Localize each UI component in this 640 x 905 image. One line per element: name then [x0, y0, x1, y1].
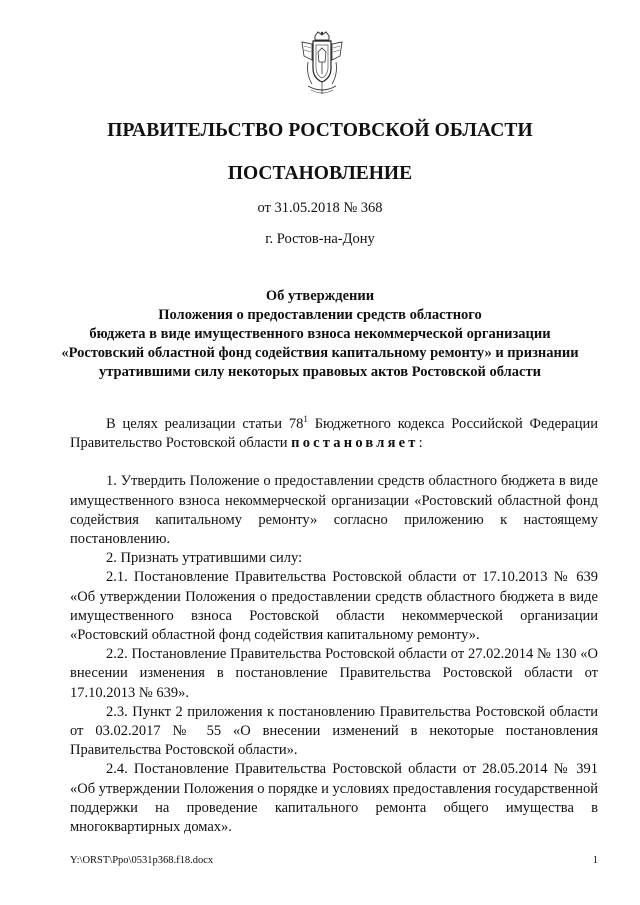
superscript: 1: [303, 414, 308, 424]
document-type: ПОСТАНОВЛЕНИЕ: [227, 163, 413, 184]
paragraph-1: 1. Утвердить Положение о предоставлении средств областного бюджета в виде имущественного взноса некоммерческой организации «Ростовский областной фонд содействия капитальному ремонту» согласно приложению к настоящему постановлению.: [70, 473, 598, 548]
title-line: Положения о предоставлении средств областного: [158, 307, 482, 323]
title-line: бюджета в виде имущественного взноса некоммерческой организации: [89, 326, 551, 342]
title-line: утратившими силу некоторых правовых актов Ростовской области: [99, 364, 541, 380]
document-body: [70, 415, 598, 837]
title-line: Об утверждении: [265, 288, 375, 304]
date-and-number: от 31.05.2018 № 368: [257, 200, 383, 216]
paragraph-2-3: 2.3. Пункт 2 приложения к постановлению Правительства Ростовской области от 03.02.2017 № 55 «О внесении изменений в некоторые постановления Правительства Ростовской области».: [70, 703, 598, 759]
document-title: [60, 287, 580, 382]
page-number: 1: [592, 855, 598, 866]
resolves-word: постановляет: [291, 435, 419, 452]
preamble: [70, 415, 598, 453]
preamble-end: :: [418, 435, 423, 452]
government-name: ПРАВИТЕЛЬСТВО РОСТОВСКОЙ ОБЛАСТИ: [107, 120, 533, 141]
paragraph-2-2: 2.2. Постановление Правительства Ростовской области от 27.02.2014 № 130 «О внесении изменения в постановление Правительства Ростовской области от 17.10.2013 № 639».: [70, 646, 598, 701]
preamble-text-cont: Бюджетного кодекса Российской Федерации Правительство Ростовской области: [70, 416, 599, 452]
paragraph-2-1: 2.1. Постановление Правительства Ростовской области от 17.10.2013 № 639 «Об утверждении Положения о предоставлении средств областного бюджета в виде имущественного взноса Ростовской области некоммерческой организации «Ростовский областной фонд содействия капитальному ремонту».: [70, 569, 598, 644]
city: г. Ростов-на-Дону: [265, 231, 375, 247]
preamble-text: В целях реализации статьи 78: [106, 416, 304, 432]
file-path: Y:\ORST\Ppo\0531p368.f18.docx: [70, 855, 214, 866]
coat-of-arms-icon: [298, 30, 346, 98]
paragraph-2-4: 2.4. Постановление Правительства Ростовской области от 28.05.2014 № 391 «Об утверждении Положения о порядке и условиях предоставления государственной поддержки на проведение капитального ремонта общего имущества в многоквартирных домах».: [70, 761, 598, 836]
paragraph-2: 2. Признать утратившими силу:: [106, 550, 303, 567]
title-line: «Ростовский областной фонд содействия капитальному ремонту» и признании: [61, 345, 579, 361]
